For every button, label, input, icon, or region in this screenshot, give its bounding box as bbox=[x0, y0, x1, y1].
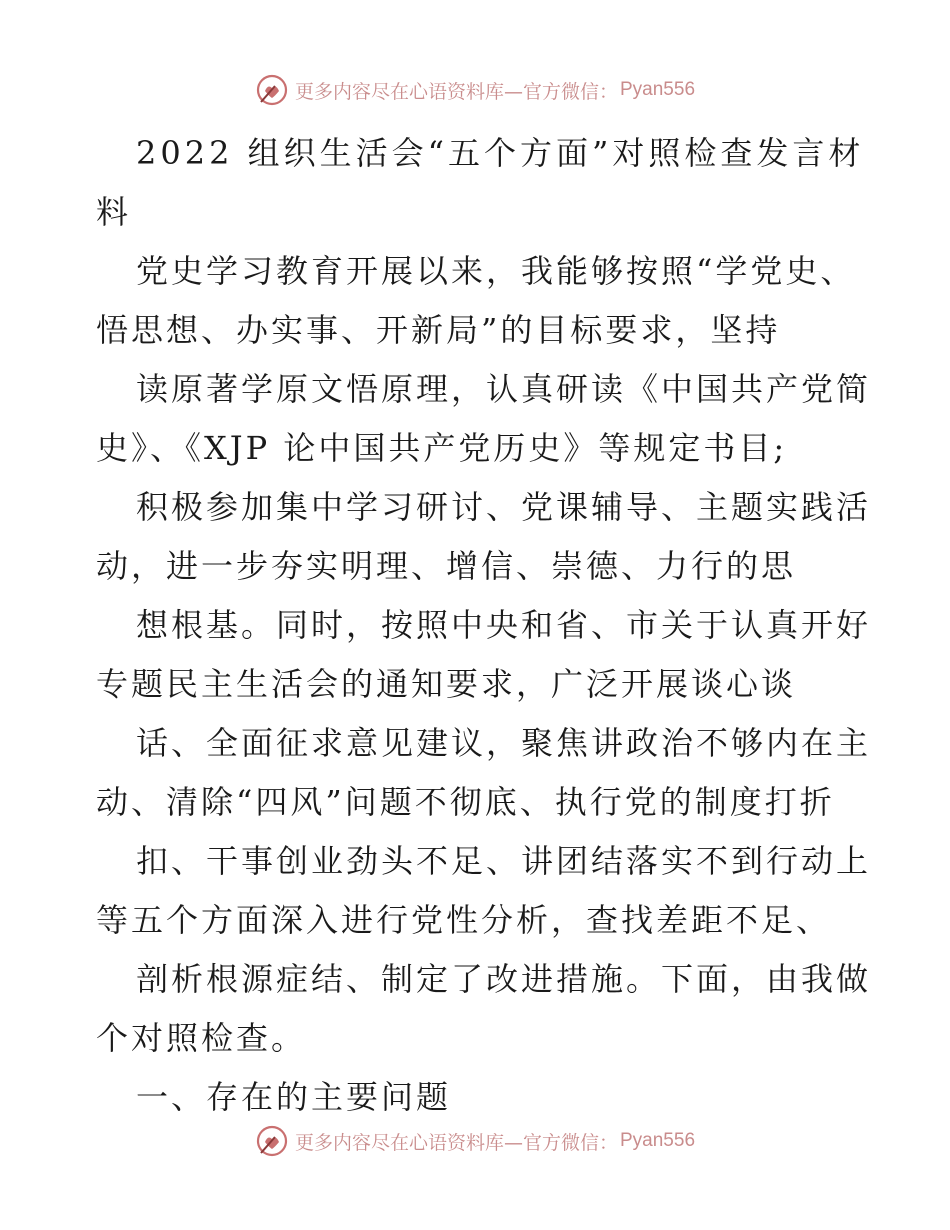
text-line: 党史学习教育开展以来，我能够按照“学党史、 bbox=[136, 252, 856, 290]
text-line: 扣、干事创业劲头不足、讲团结落实不到行动上 bbox=[136, 842, 872, 880]
text-line: 想根基。同时，按照中央和省、市关于认真开好 bbox=[136, 606, 872, 644]
text-line: 个对照检查。 bbox=[96, 1019, 307, 1057]
text-line: 动、清除“四风”问题不彻底、执行党的制度打折 bbox=[96, 783, 835, 821]
section-heading: 一、存在的主要问题 bbox=[136, 1078, 452, 1116]
text-line: 动，进一步夯实明理、增信、崇德、力行的思 bbox=[96, 547, 797, 585]
footer-watermark bbox=[0, 1123, 950, 1159]
text-line: 悟思想、办实事、开新局”的目标要求，坚持 bbox=[96, 311, 781, 349]
text-line: 料 bbox=[96, 193, 132, 231]
watermark-wechat-id: Pyan556 bbox=[620, 79, 696, 100]
watermark-text: 更多内容尽在心语资料库—官方微信： bbox=[294, 1131, 618, 1154]
header-watermark bbox=[0, 72, 950, 108]
text-line: 话、全面征求意见建议，聚焦讲政治不够内在主 bbox=[136, 724, 872, 762]
text-line: 专题民主生活会的通知要求，广泛开展谈心谈 bbox=[96, 665, 797, 703]
text-line: 等五个方面深入进行党性分析，查找差距不足、 bbox=[96, 901, 832, 939]
watermark-text: 更多内容尽在心语资料库—官方微信： bbox=[294, 80, 618, 103]
text-line: 读原著学原文悟原理，认真研读《中国共产党简 bbox=[136, 370, 872, 408]
text-line: 2022 组织生活会“五个方面”对照检查发言材 bbox=[136, 134, 865, 172]
heart-pen-logo-icon bbox=[255, 1124, 289, 1158]
text-line: 积极参加集中学习研讨、党课辅导、主题实践活 bbox=[136, 488, 872, 526]
text-line: 史》、《XJP 论中国共产党历史》等规定书目; bbox=[96, 429, 788, 467]
heart-pen-logo-icon bbox=[255, 73, 289, 107]
document-body bbox=[96, 124, 872, 1127]
text-line: 剖析根源症结、制定了改进措施。下面，由我做 bbox=[136, 960, 872, 998]
watermark-wechat-id: Pyan556 bbox=[620, 1130, 696, 1151]
